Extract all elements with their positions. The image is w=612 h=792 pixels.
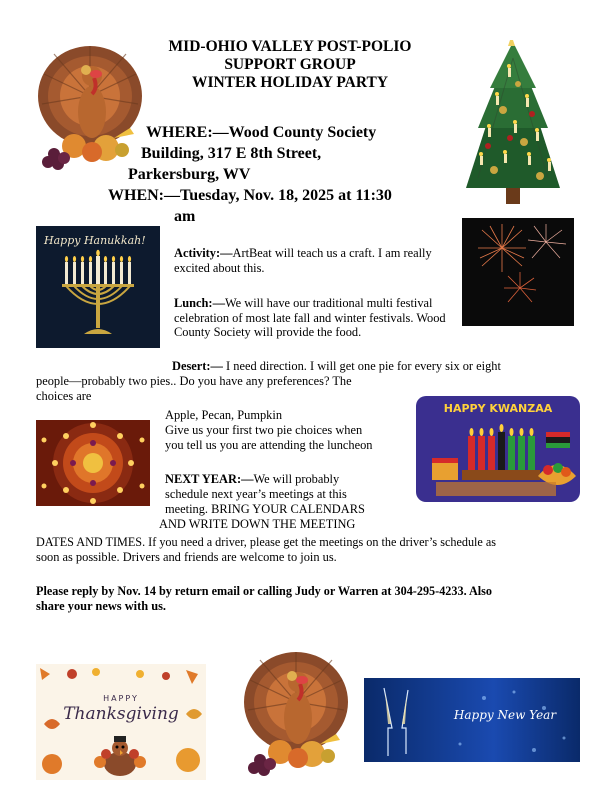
where-line-3: Parkersburg, WV	[128, 166, 251, 183]
where-line-1: Wood County Society	[228, 124, 377, 141]
lunch-label: Lunch:—	[174, 296, 225, 310]
title-line-1: MID-OHIO VALLEY POST-POLIO	[168, 38, 412, 55]
next-year-line-1: NEXT YEAR:—We will probably	[165, 472, 340, 486]
hanukkah-image	[36, 226, 160, 348]
dessert-line-2: people—probably two pies.. Do you have any preferences? The	[36, 374, 352, 388]
dessert-line-1: Desert:— I need direction. I will get one pie for every six or eight	[172, 359, 501, 373]
next-year-label: NEXT YEAR:—	[165, 472, 254, 486]
thanksgiving-big-text: Thanksgiving	[63, 704, 179, 724]
lunch-section	[174, 296, 448, 340]
where-line-2: Building, 317 E 8th Street,	[141, 145, 322, 162]
next-year-line-3: meeting. BRING YOUR CALENDARS	[165, 502, 365, 516]
fireworks-image	[462, 218, 574, 326]
when-line-1: Tuesday, Nov. 18, 2025 at 11:30	[180, 187, 392, 204]
next-year-line-5: DATES AND TIMES. If you need a driver, please get the meetings on the driver’s schedule as	[36, 535, 497, 549]
next-year-line-4: AND WRITE DOWN THE MEETING	[159, 517, 356, 531]
reply-line-1: Please reply by Nov. 14 by return email or calling Judy or Warren at 304-295-4233. Also	[36, 584, 493, 598]
pie-instruction-2: you tell us you are attending the luncheon	[165, 438, 373, 452]
turkey-image-top	[34, 34, 144, 174]
activity-section	[174, 246, 446, 275]
pie-instruction-1: Give us your first two pie choices when	[165, 423, 363, 437]
christmas-tree-image	[448, 38, 578, 210]
thanksgiving-small-text: HAPPY	[103, 694, 139, 703]
kwanzaa-text: HAPPY KWANZAA	[443, 402, 553, 415]
pie-choices: Apple, Pecan, Pumpkin	[165, 408, 283, 422]
dessert-line-3: choices are	[36, 389, 92, 403]
kwanzaa-image	[416, 396, 580, 502]
next-year-line-6: soon as possible. Drivers and friends are welcome to join us.	[36, 550, 337, 564]
turkey-image-bottom	[240, 640, 350, 780]
new-year-text: Happy New Year	[453, 708, 557, 722]
when-label: WHEN:—	[108, 187, 180, 204]
where-label: WHERE:—	[146, 124, 229, 141]
diwali-rangoli-image	[36, 420, 150, 506]
new-year-image	[364, 678, 580, 762]
title-line-3: WINTER HOLIDAY PARTY	[191, 74, 389, 91]
when-line-2: am	[174, 208, 196, 225]
title-line-2: SUPPORT GROUP	[224, 56, 356, 73]
page-title	[130, 38, 450, 92]
dessert-label: Desert:—	[172, 359, 223, 373]
next-year-line-2: schedule next year’s meetings at this	[165, 487, 347, 501]
activity-label: Activity:—	[174, 246, 233, 260]
event-details	[108, 122, 448, 227]
reply-line-2: share your news with us.	[36, 599, 167, 613]
thanksgiving-image	[36, 664, 206, 780]
lunch-text: We will have our traditional multi festival celebration of most late fall and winter festivals. Wood County Society will provide the food.	[174, 296, 446, 340]
hanukkah-text: Happy Hanukkah!	[44, 234, 146, 247]
activity-text: ArtBeat will teach us a craft. I am really excited about this.	[174, 246, 432, 275]
